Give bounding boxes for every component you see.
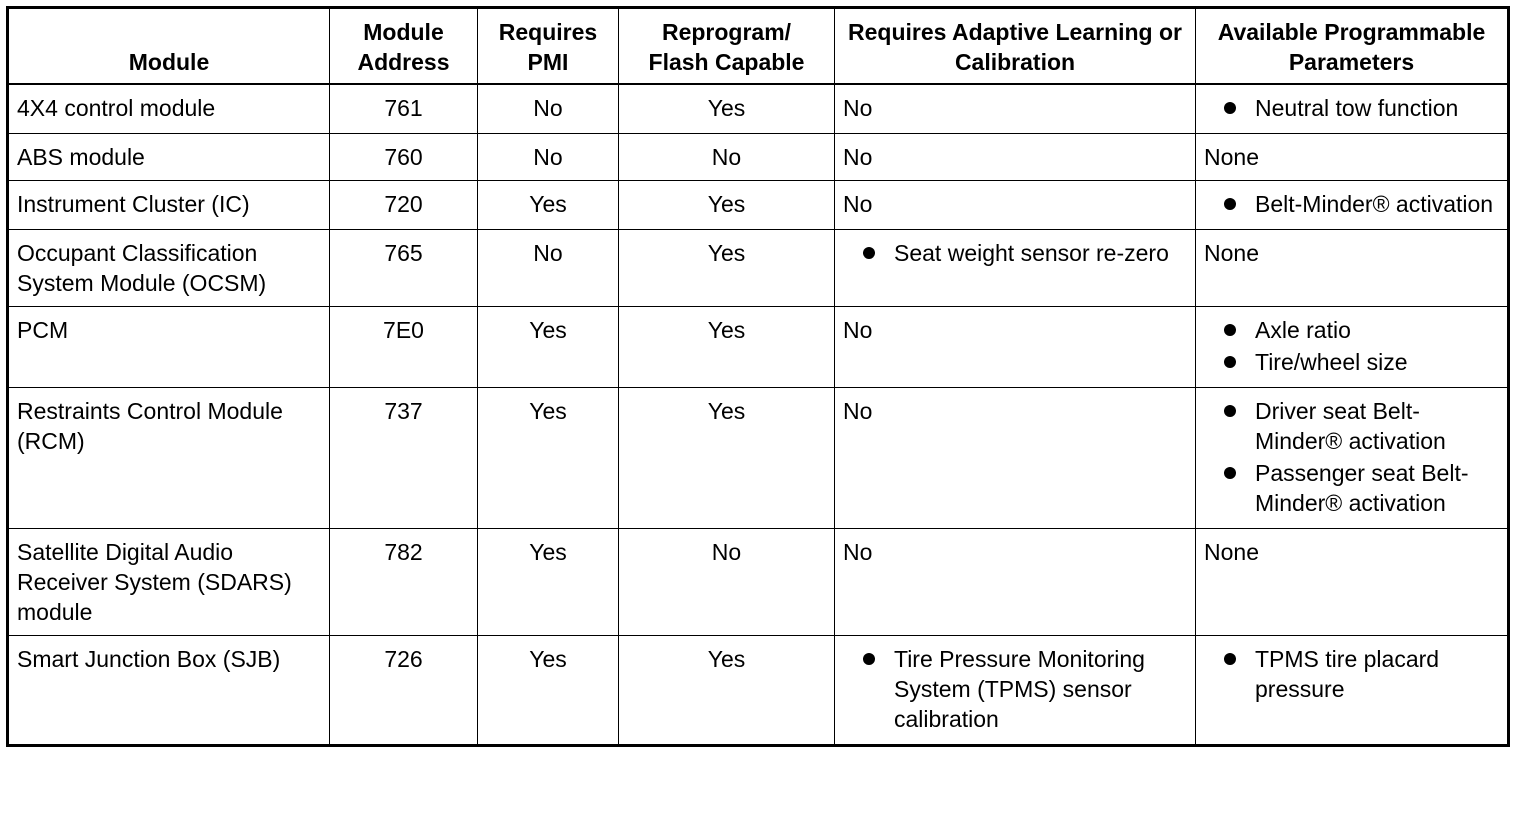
bullet-dot-icon	[1224, 653, 1236, 665]
params-cell	[1196, 388, 1509, 529]
reprogram-cell: No	[619, 134, 835, 181]
pmi-cell: Yes	[478, 388, 619, 529]
params-list	[1204, 189, 1499, 219]
header-address	[330, 8, 478, 85]
bullet-item	[843, 238, 1187, 268]
bullet-text: Tire/wheel size	[1255, 349, 1408, 375]
adaptive-cell: No	[835, 307, 1196, 388]
module-cell: Occupant Classification System Module (OCSM)	[8, 230, 330, 307]
header-adaptive	[835, 8, 1196, 85]
bullet-dot-icon	[1224, 467, 1236, 479]
bullet-text: Axle ratio	[1255, 317, 1351, 343]
header-reprogram-text: Reprogram/ Flash Capable	[648, 19, 805, 75]
bullet-dot-icon	[1224, 405, 1236, 417]
bullet-text: Tire Pressure Monitoring System (TPMS) sensor calibration	[894, 646, 1145, 732]
bullet-dot-icon	[1224, 102, 1236, 114]
adaptive-cell	[835, 636, 1196, 746]
pmi-cell: Yes	[478, 307, 619, 388]
table-row	[8, 84, 1509, 134]
module-cell: Restraints Control Module (RCM)	[8, 388, 330, 529]
table-row	[8, 307, 1509, 388]
bullet-item	[1204, 189, 1499, 219]
address-cell: 782	[330, 529, 478, 636]
header-adaptive-text: Requires Adaptive Learning or Calibration	[848, 19, 1182, 75]
params-cell	[1196, 636, 1509, 746]
bullet-dot-icon	[1224, 324, 1236, 336]
header-module: Module	[8, 8, 330, 85]
header-pmi	[478, 8, 619, 85]
bullet-item	[843, 644, 1187, 734]
header-row	[8, 8, 1509, 85]
address-cell: 737	[330, 388, 478, 529]
module-table	[6, 6, 1510, 747]
bullet-item	[1204, 396, 1499, 456]
bullet-text: Driver seat Belt-Minder® activation	[1255, 398, 1446, 454]
bullet-text: Neutral tow function	[1255, 95, 1459, 121]
params-list	[1204, 644, 1499, 704]
pmi-cell: Yes	[478, 636, 619, 746]
bullet-text: Belt-Minder® activation	[1255, 191, 1494, 217]
table-row	[8, 134, 1509, 181]
reprogram-cell: Yes	[619, 388, 835, 529]
pmi-cell: No	[478, 134, 619, 181]
pmi-cell: Yes	[478, 181, 619, 230]
bullet-dot-icon	[863, 247, 875, 259]
adaptive-list	[843, 238, 1187, 268]
module-cell: Smart Junction Box (SJB)	[8, 636, 330, 746]
bullet-text: TPMS tire placard pressure	[1255, 646, 1440, 702]
params-list	[1204, 315, 1499, 377]
adaptive-list	[843, 644, 1187, 734]
address-cell: 720	[330, 181, 478, 230]
pmi-cell: Yes	[478, 529, 619, 636]
module-cell: Satellite Digital Audio Receiver System (SDARS) module	[8, 529, 330, 636]
address-cell: 760	[330, 134, 478, 181]
address-cell: 761	[330, 84, 478, 134]
params-cell	[1196, 84, 1509, 134]
address-cell: 726	[330, 636, 478, 746]
adaptive-cell: No	[835, 134, 1196, 181]
module-cell: 4X4 control module	[8, 84, 330, 134]
bullet-item	[1204, 347, 1499, 377]
reprogram-cell: Yes	[619, 230, 835, 307]
params-cell: None	[1196, 529, 1509, 636]
params-cell	[1196, 307, 1509, 388]
bullet-item	[1204, 315, 1499, 345]
bullet-dot-icon	[1224, 198, 1236, 210]
adaptive-cell	[835, 230, 1196, 307]
module-cell: ABS module	[8, 134, 330, 181]
header-reprogram	[619, 8, 835, 85]
table-body	[8, 84, 1509, 746]
module-cell: PCM	[8, 307, 330, 388]
header-pmi-text: Requires PMI	[498, 19, 598, 75]
pmi-cell: No	[478, 84, 619, 134]
reprogram-cell: Yes	[619, 636, 835, 746]
table-row	[8, 529, 1509, 636]
pmi-cell: No	[478, 230, 619, 307]
address-cell: 765	[330, 230, 478, 307]
reprogram-cell: No	[619, 529, 835, 636]
table-row	[8, 230, 1509, 307]
address-cell: 7E0	[330, 307, 478, 388]
bullet-text: Passenger seat Belt-Minder® activation	[1255, 460, 1469, 516]
adaptive-cell: No	[835, 529, 1196, 636]
bullet-item	[1204, 458, 1499, 518]
header-params	[1196, 8, 1509, 85]
adaptive-cell: No	[835, 84, 1196, 134]
table-row	[8, 388, 1509, 529]
table-row	[8, 636, 1509, 746]
params-list	[1204, 93, 1499, 123]
params-list	[1204, 396, 1499, 518]
reprogram-cell: Yes	[619, 84, 835, 134]
reprogram-cell: Yes	[619, 181, 835, 230]
module-cell: Instrument Cluster (IC)	[8, 181, 330, 230]
params-cell	[1196, 181, 1509, 230]
params-cell: None	[1196, 134, 1509, 181]
params-cell: None	[1196, 230, 1509, 307]
adaptive-cell: No	[835, 181, 1196, 230]
bullet-text: Seat weight sensor re-zero	[894, 240, 1169, 266]
bullet-item	[1204, 93, 1499, 123]
bullet-dot-icon	[1224, 356, 1236, 368]
header-address-text: Module Address	[357, 19, 450, 75]
adaptive-cell: No	[835, 388, 1196, 529]
bullet-item	[1204, 644, 1499, 704]
table-row	[8, 181, 1509, 230]
bullet-dot-icon	[863, 653, 875, 665]
header-params-text: Available Programmable Parameters	[1217, 19, 1486, 75]
reprogram-cell: Yes	[619, 307, 835, 388]
